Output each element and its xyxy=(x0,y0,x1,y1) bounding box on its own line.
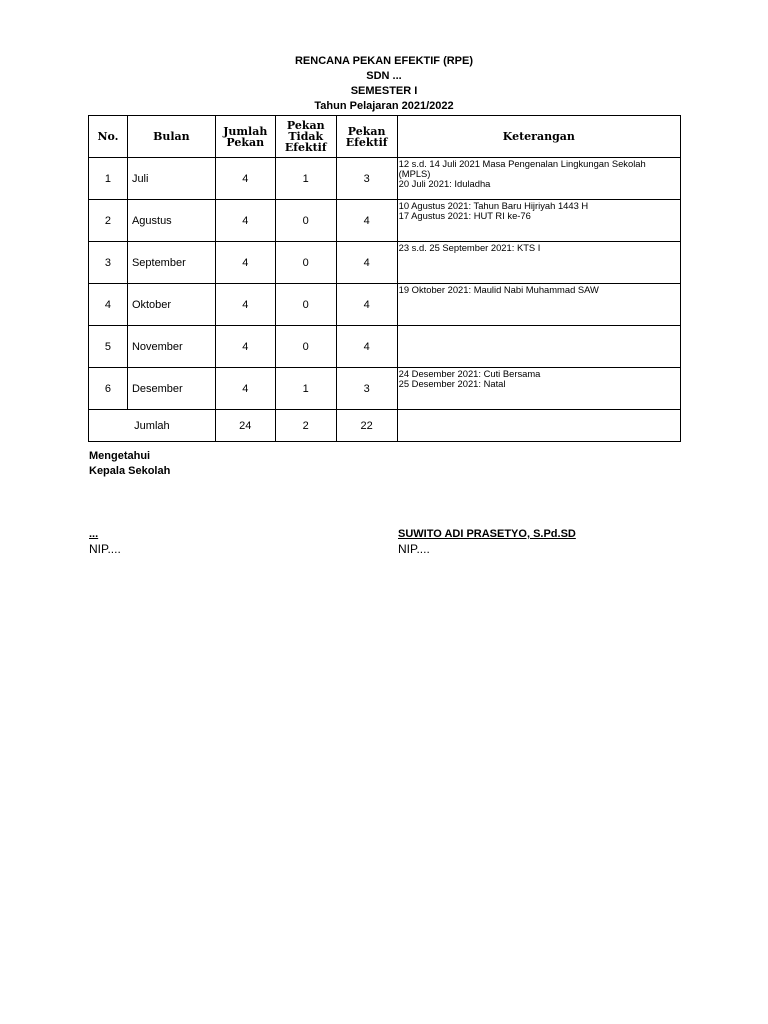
teacher-name: SUWITO ADI PRASETYO, S.Pd.SD xyxy=(398,528,576,540)
total-keterangan xyxy=(397,410,680,442)
cell-no: 4 xyxy=(89,284,128,326)
cell-no: 6 xyxy=(89,368,128,410)
table-row xyxy=(89,242,681,284)
cell-keterangan: 24 Desember 2021: Cuti Bersama 25 Desember 2021: Natal xyxy=(397,368,680,410)
cell-tidak-efektif: 0 xyxy=(275,326,336,368)
cell-jumlah: 4 xyxy=(215,242,275,284)
cell-no: 2 xyxy=(89,200,128,242)
cell-efektif: 4 xyxy=(336,284,397,326)
cell-no: 3 xyxy=(89,242,128,284)
cell-tidak-efektif: 1 xyxy=(275,368,336,410)
cell-bulan: Agustus xyxy=(127,200,215,242)
total-tidak-efektif: 2 xyxy=(275,410,336,442)
total-row xyxy=(89,410,681,442)
cell-no: 1 xyxy=(89,158,128,200)
principal-name: ... xyxy=(89,528,99,540)
cell-bulan: Juli xyxy=(127,158,215,200)
cell-tidak-efektif: 1 xyxy=(275,158,336,200)
cell-keterangan: 23 s.d. 25 September 2021: KTS I xyxy=(397,242,680,284)
col-pekan-efektif: Pekan Efektif xyxy=(336,116,397,158)
col-bulan: Bulan xyxy=(127,116,215,158)
cell-efektif: 3 xyxy=(336,158,397,200)
cell-jumlah: 4 xyxy=(215,326,275,368)
total-jumlah: 24 xyxy=(215,410,275,442)
cell-efektif: 3 xyxy=(336,368,397,410)
cell-jumlah: 4 xyxy=(215,368,275,410)
col-jumlah-pekan: Jumlah Pekan xyxy=(215,116,275,158)
cell-keterangan: 19 Oktober 2021: Maulid Nabi Muhammad SAW xyxy=(397,284,680,326)
cell-tidak-efektif: 0 xyxy=(275,242,336,284)
rpe-table xyxy=(88,115,681,442)
table-row xyxy=(89,368,681,410)
principal-nip: NIP.... xyxy=(89,542,121,556)
col-no: No. xyxy=(89,116,128,158)
table-header-row xyxy=(89,116,681,158)
cell-efektif: 4 xyxy=(336,326,397,368)
total-label: Jumlah xyxy=(89,410,216,442)
cell-bulan: September xyxy=(127,242,215,284)
semester-label: SEMESTER I xyxy=(350,85,418,97)
col-keterangan: Keterangan xyxy=(397,116,680,158)
cell-efektif: 4 xyxy=(336,200,397,242)
cell-jumlah: 4 xyxy=(215,200,275,242)
mengetahui-label: Mengetahui xyxy=(89,450,151,462)
cell-keterangan xyxy=(397,326,680,368)
cell-keterangan: 12 s.d. 14 Juli 2021 Masa Pengenalan Lingkungan Sekolah (MPLS) 20 Juli 2021: Iduladha xyxy=(397,158,680,200)
cell-efektif: 4 xyxy=(336,242,397,284)
cell-tidak-efektif: 0 xyxy=(275,200,336,242)
total-efektif: 22 xyxy=(336,410,397,442)
school-name: SDN ... xyxy=(366,70,402,82)
cell-tidak-efektif: 0 xyxy=(275,284,336,326)
doc-title: RENCANA PEKAN EFEKTIF (RPE) xyxy=(294,55,474,67)
table-row xyxy=(89,326,681,368)
table-row xyxy=(89,158,681,200)
cell-jumlah: 4 xyxy=(215,284,275,326)
cell-jumlah: 4 xyxy=(215,158,275,200)
cell-bulan: November xyxy=(127,326,215,368)
cell-keterangan: 10 Agustus 2021: Tahun Baru Hijriyah 1443 H 17 Agustus 2021: HUT RI ke-76 xyxy=(397,200,680,242)
cell-bulan: Desember xyxy=(127,368,215,410)
table-row xyxy=(89,200,681,242)
cell-no: 5 xyxy=(89,326,128,368)
teacher-nip: NIP.... xyxy=(398,542,430,556)
academic-year: Tahun Pelajaran 2021/2022 xyxy=(314,100,454,112)
table-row xyxy=(89,284,681,326)
col-pekan-tidak-efektif: Pekan Tidak Efektif xyxy=(275,116,336,158)
cell-bulan: Oktober xyxy=(127,284,215,326)
kepala-sekolah-label: Kepala Sekolah xyxy=(89,465,171,477)
